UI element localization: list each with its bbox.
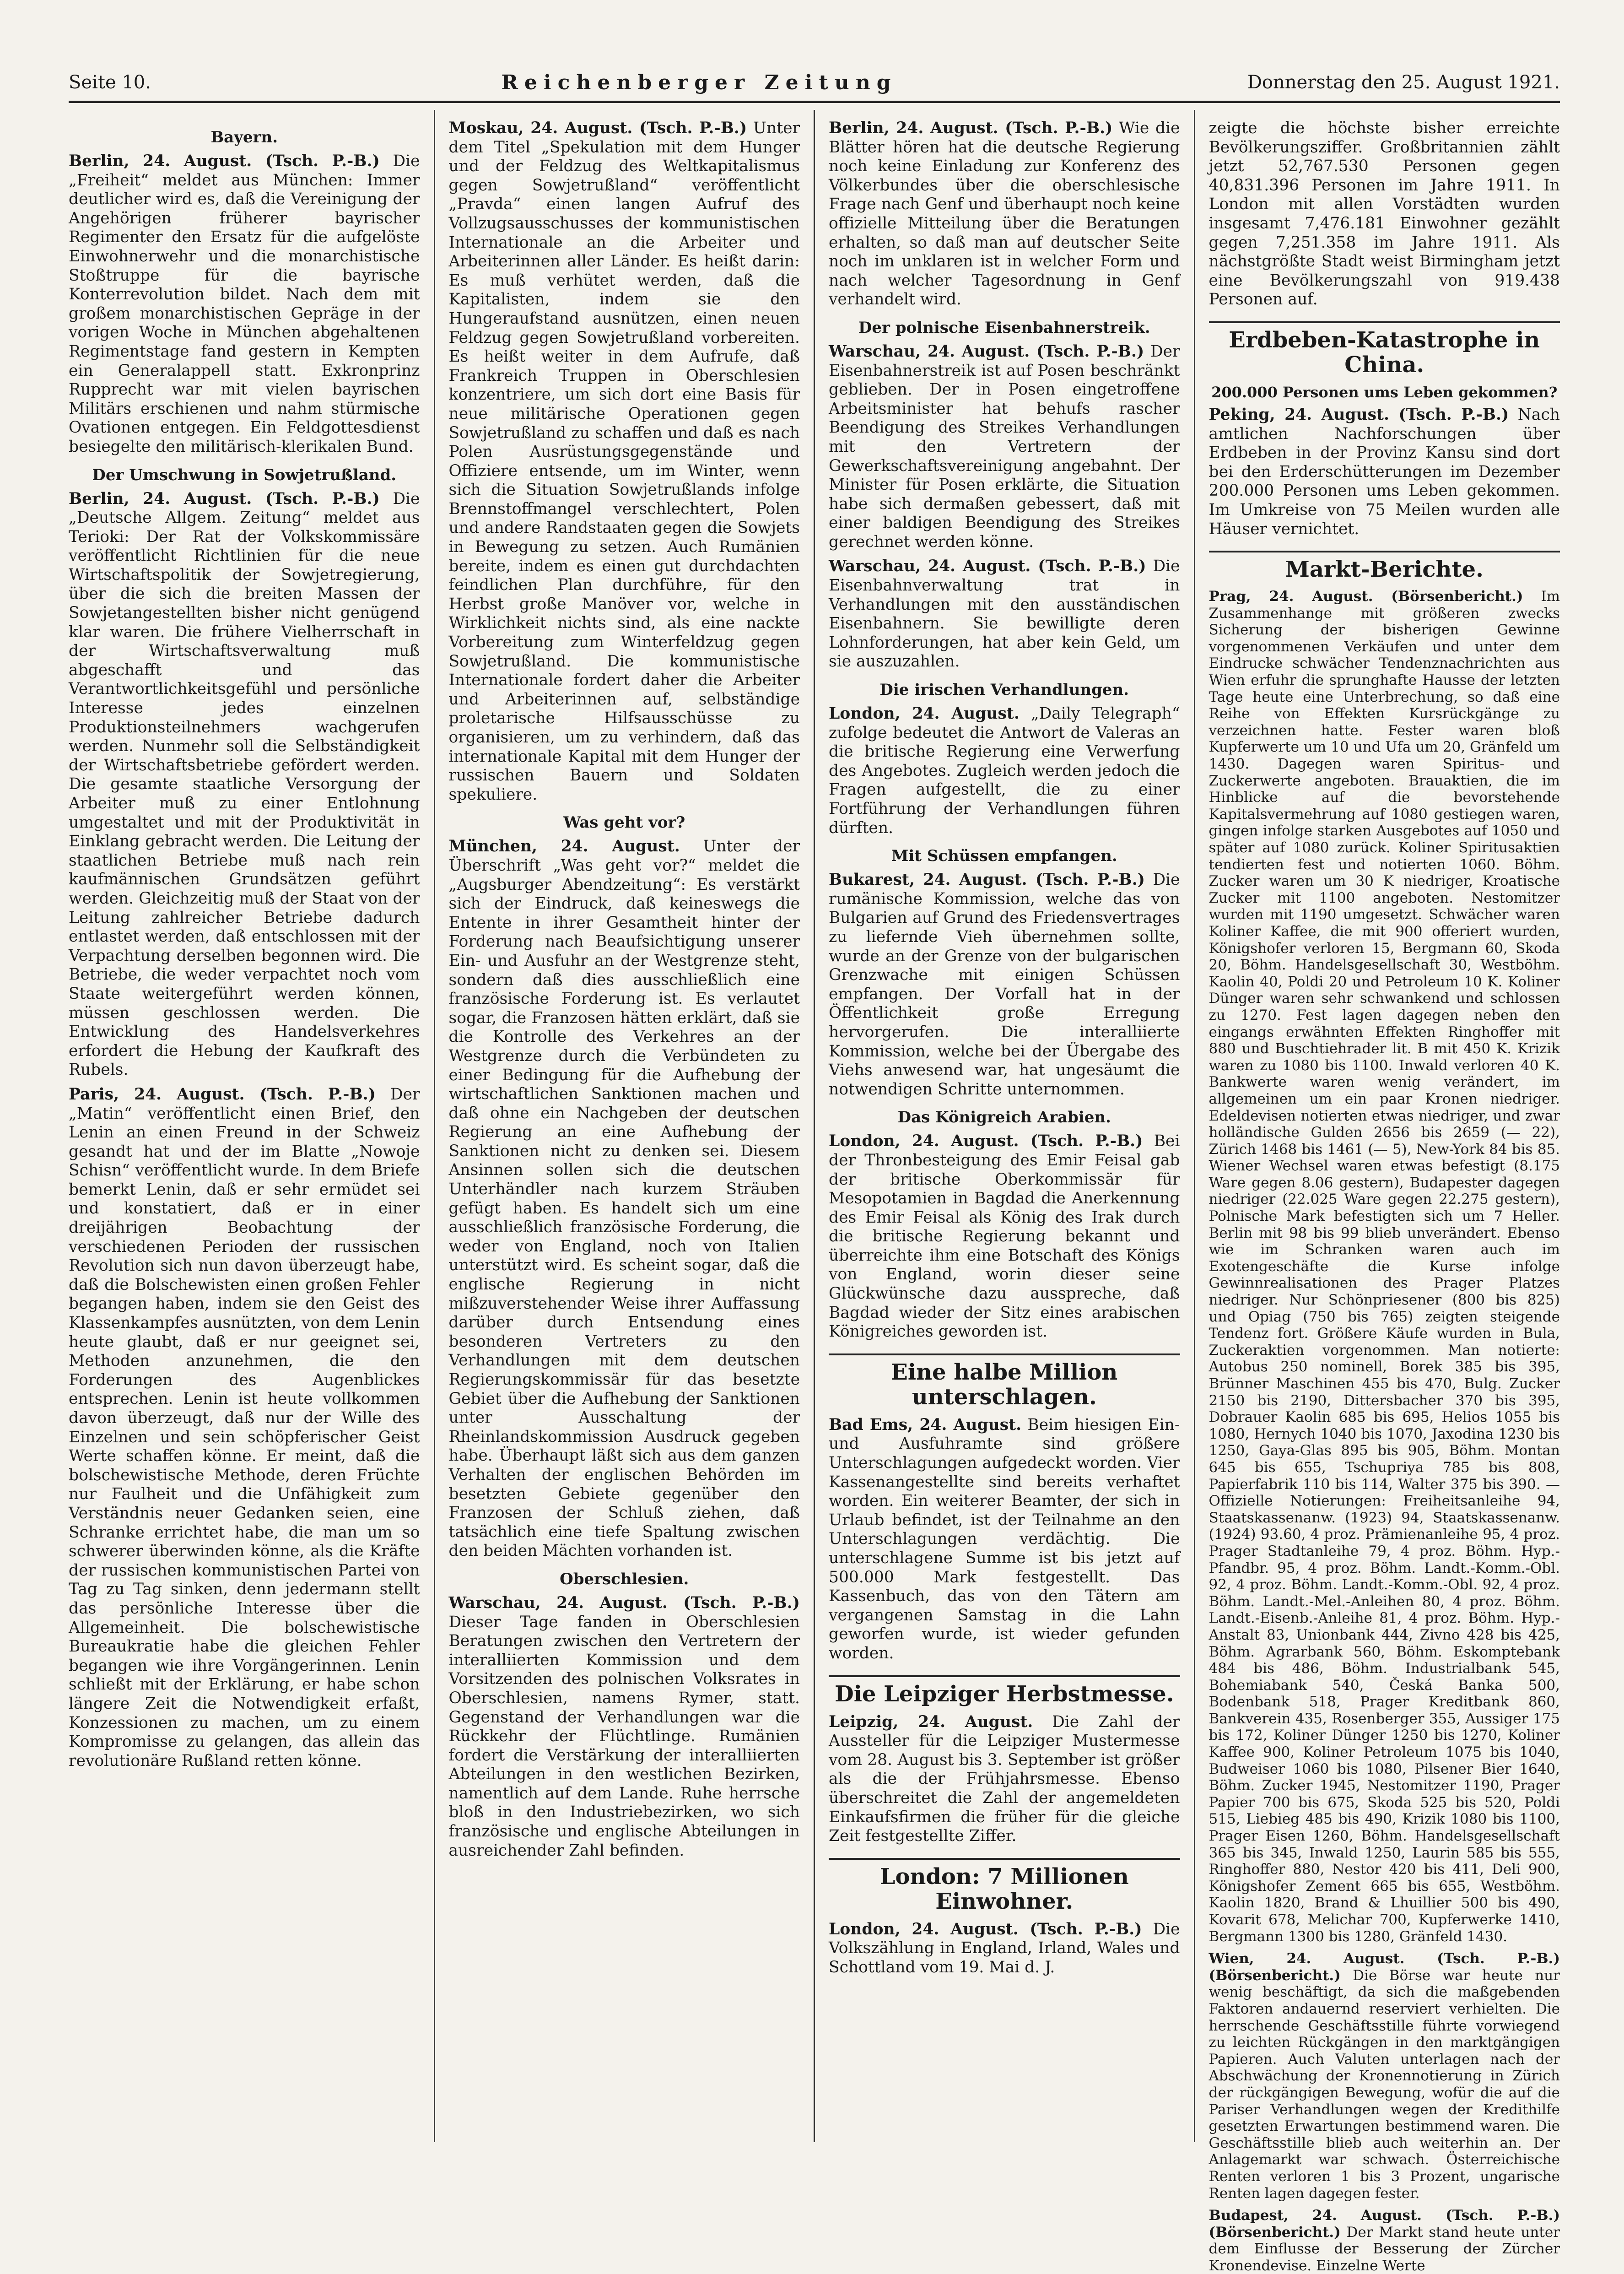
headline-oberschlesien: Oberschlesien. (560, 1570, 689, 1588)
subheadline-erdbeben: 200.000 Personen ums Leben gekommen? (1211, 383, 1558, 401)
column-1 (69, 110, 435, 2142)
headline-erdbeben: Erdbeben-Katastrophe in China. (1209, 321, 1560, 377)
article-body: Die „Freiheit“ meldet aus München: Immer deutlicher wird es, daß die Vereinigung der Angehörigen früherer bayrischer Regimenter den Ersatz für die aufgelöste Einwohnerwehr und die monarchistische Stoßtruppe für die bayrische Konterrevolution bildet. Nach dem mit großem monarchistischen Gepräge in der vorigen Woche in München abgehaltenen Regimentstage fand gestern in Kempten ein Generalappell statt. Exkronprinz Rupprecht war mit vielen bayrischen Militärs erschienen und nahm stürmische Ovationen entgegen. Ein Feldgottesdienst besiegelte den militärisch-klerikalen Bund. (69, 152, 420, 456)
dateline: Peking, 24. August. (Tsch. P.-B.) (1209, 405, 1509, 424)
dateline: Wien, 24. August. (Tsch. P.-B.) (Börsenbericht.) (1209, 1950, 1560, 1984)
article-halbemillion (829, 1416, 1180, 1663)
article-body: Nach amtlichen Nachforschungen über Erdbeben in der Provinz Kansu sind dort bei den Erderschütterungen im Dezember 200.000 Personen ums Leben gekommen. Im Umkreise von 75 Meilen wurden alle Häuser vernichtet. (1209, 405, 1560, 538)
headline-london: London: 7 Millionen Einwohner. (829, 1858, 1180, 1914)
dateline: Bukarest, 24. August. (Tsch. P.-B.) (829, 871, 1145, 889)
headline-umschwung: Der Umschwung in Sowjetrußland. (92, 466, 397, 484)
headline-eisenbahner: Der polnische Eisenbahnerstreik. (858, 318, 1150, 337)
article-eisenbahner-1 (829, 342, 1180, 552)
article-body: Die Eisenbahnverwaltung trat in Verhandlungen mit den ausständischen Eisenbahnern. Sie bewilligte deren Lohnforderungen, hat aber kein Geld, um sie auszuzahlen. (829, 557, 1180, 671)
dateline: London, 24. August. (Tsch. P.-B.) (829, 1920, 1142, 1938)
dateline: Paris, 24. August. (Tsch. P.-B.) (69, 1085, 376, 1104)
dateline: Prag, 24. August. (Börsenbericht.) (1209, 588, 1523, 605)
article-body: Der Markt stand heute unter dem Einflusse der Besserung der Zürcher Kronendevise. Einzelne Werte (1209, 2224, 1560, 2274)
dateline: Bad Ems, 24. August. (829, 1415, 1022, 1434)
article-body: Die rumänische Kommission, welche das von Bulgarien auf Grund des Friedensvertrages zu liefernde Vieh übernehmen sollte, wurde an der Grenze von der bulgarischen Grenzwache mit einigen Schüssen empfangen. Der Vorfall hat in der Öffentlichkeit große Erregung hervorgerufen. Die interalliierte Kommission, welche bei der Übergabe des Viehs anwesend war, hat ungesäumt die notwendigen Schritte unternommen. (829, 871, 1180, 1099)
article-body: Wie die Blätter hören hat die deutsche Regierung noch keine Einladung zur Konferenz des Völkerbundes über die oberschlesische Frage nach Genf und überhaupt noch keine offizielle Mitteilung über die Beratungen erhalten, so daß man auf deutscher Seite noch im unklaren ist in welcher Form und nach welcher Tagesordnung in Genf verhandelt wird. (829, 119, 1180, 309)
dateline: Budapest, 24. August. (Tsch. P.-B.) (Börsenbericht.) (1209, 2207, 1560, 2241)
article-body: Die „Deutsche Allgem. Zeitung“ meldet aus Terioki: Der Rat der Volkskommissäre veröffentlicht Richtlinien für die neue Wirtschaftspolitik der Sowjetregierung, über die sich die breiten Massen der Sowjetangestellten bisher nicht genügend klar waren. Die frühere Vielherrschaft in der Wirtschaftsverwaltung muß abgeschafft und das Verantwortlichkeitsgefühl und persönliche Interesse jedes einzelnen Produktionsteilnehmers wachgerufen werden. Nunmehr soll die Selbständigkeit der Wirtschaftsbetriebe gefördert werden. Die gesamte staatliche Versorgung der Arbeiter muß zu einer Entlohnung umgestaltet und mit der Produktivität in Einklang gebracht werden. Die Leitung der staatlichen Betriebe muß nach rein kaufmännischen Grundsätzen geführt werden. Gleichzeitig muß der Staat von der Leitung zahlreicher Betriebe dadurch entlastet werden, daß entschlossen mit der Verpachtung derselben begonnen wird. Die Betriebe, die weder verpachtet noch vom Staate weitergeführt werden können, müssen geschlossen werden. Die Entwicklung des Handelsverkehres erfordert die Hebung der Kaufkraft des Rubels. (69, 489, 420, 1079)
page-number: Seite 10. (69, 72, 151, 93)
article-body: Bei der Thronbesteigung des Emir Feisal gab der britische Oberkommissär für Mesopotamien in Bagdad die Anerkennung des Emir Feisal als König des Irak durch die britische Regierung bekannt und überreichte ihm eine Botschaft des Königs von England, worin dieser seine Glückwünsche dazu ausspreche, daß Bagdad wieder der Sitz eines arabischen Königreiches geworden ist. (829, 1132, 1180, 1341)
article-umschwung (69, 490, 420, 1080)
dateline: Leipzig, 24. August. (829, 1712, 1033, 1731)
column-2 (435, 110, 815, 2142)
article-messe (829, 1713, 1180, 1846)
article-oberschlesien (449, 1594, 800, 1860)
headline-markt: Markt-Berichte. (1209, 551, 1560, 582)
article-budapest (1209, 2207, 1560, 2274)
dateline: Warschau, 24. August. (Tsch. P.-B.) (829, 557, 1146, 576)
headline-bayern: Bayern. (210, 128, 278, 146)
dateline: Warschau, 24. August. (Tsch. P.-B.) (829, 342, 1144, 361)
column-3 (815, 110, 1195, 2142)
article-bayern (69, 152, 420, 457)
article-arabien (829, 1132, 1180, 1342)
article-body: Die Zahl der Aussteller für die Leipziger Mustermesse vom 28. August bis 3. September ist größer als die der Frühjahrsmesse. Ebenso überschreitet die Zahl der angemeldeten Einkaufsfirmen die früher für die gleiche Zeit festgestellte Ziffer. (829, 1712, 1180, 1846)
article-schuesse (829, 871, 1180, 1099)
article-paris (69, 1085, 420, 1770)
article-irisch (829, 704, 1180, 838)
article-body: „Daily Telegraph“ zufolge bedeutet die Antwort de Valeras an die britische Regierung eine Verwerfung des Angebotes. Zugleich werden jedoch die Fragen aufgestellt, die zu einer Fortführung der Verhandlungen führen dürften. (829, 704, 1180, 837)
headline-halbemillion: Eine halbe Million unterschlagen. (829, 1354, 1180, 1409)
article-london (829, 1920, 1180, 1977)
article-body: Der „Matin“ veröffentlicht einen Brief, den Lenin an einen Freund in der Schweiz gesandt hat und der im Blatte „Nowoje Schisn“ veröffentlicht wurde. In dem Briefe bemerkt Lenin, daß er sehr ermüdet sei und konstatiert, daß er in einer dreijährigen Beobachtung der verschiedenen Perioden der russischen Revolution sich nun davon überzeugt habe, daß die Bolschewisten einen großen Fehler begangen haben, indem sie den Geist des Klassenkampfes ausnützten, von dem Lenin heute glaubt, daß er nur geeignet sei, Methoden anzunehmen, die den Forderungen des Augenblickes entsprechen. Lenin ist heute vollkommen davon überzeugt, daß nur der Wille des Einzelnen und sein schöpferischer Geist Werte schaffen könne. Er meint, daß die bolschewistische Methode, deren Früchte nur Faulheit und die Unfähigkeit zum Verständnis neuer Gedanken seien, eine Schranke errichtet habe, die man um so schwerer überwinden könne, als die Kräfte der russischen kommunistischen Partei von Tag zu Tag sinken, denn jedermann stellt das persönliche Interesse über die Allgemeinheit. Die bolschewistische Bureaukratie habe die gleichen Fehler begangen wie ihre Vorgängerinnen. Lenin schließt mit der Erklärung, er habe schon längere Zeit die Notwendigkeit erfaßt, Konzessionen zu machen, um zu einem Kompromisse zu gelangen, das allein das revolutionäre Rußland retten könne. (69, 1085, 420, 1770)
dateline: Berlin, 24. August. (Tsch. P.-B.) (69, 152, 380, 170)
dateline: London, 24. August. (829, 704, 1020, 723)
dateline: London, 24. August. (Tsch. P.-B.) (829, 1132, 1143, 1151)
headline-irisch: Die irischen Verhandlungen. (879, 681, 1129, 699)
article-body: Dieser Tage fanden in Oberschlesien Beratungen zwischen den Vertretern der interalliierten Kommission und dem Vorsitzenden des polnischen Volksrates in Oberschlesien, namens Rymer, statt. Gegenstand der Verhandlungen war die Rückkehr der Flüchtlinge. Rumänien fordert die Verstärkung der interalliierten Abteilungen in den westlichen Bezirken, namentlich auf dem Lande. Ruhe herrsche bloß in den Industriebezirken, wo sich französische und englische Abteilungen in ausreichender Zahl befinden. (448, 1613, 800, 1860)
article-body: Unter dem Titel „Spekulation mit dem Hunger und der Feldzug des Weltkapitalismus gegen Sowjetrußland“ veröffentlicht „Pravda“ einen langen Aufruf des Vollzugsausschusses der kommunistischen Internationale an die Arbeiter und Arbeiterinnen aller Länder. Es heißt darin: Es muß verhütet werden, daß die Kapitalisten, indem sie den Hungeraufstand ausnützen, einen neuen Feldzug gegen Sowjetrußland vorbereiten. Es heißt weiter in dem Aufrufe, daß Frankreich Truppen in Oberschlesien konzentriere, um sich dort eine Basis für neue militärische Operationen gegen Sowjetrußland zu schaffen und daß es nach Polen Ausrüstungsgegenstände und Offiziere entsende, um im Winter, wenn sich die Situation Sowjetrußlands infolge Brennstoffmangel verschlechtert, Polen und andere Randstaaten gegen die Sowjets in Bewegung zu setzen. Auch Rumänien bereite, indem es einen gut durchdachten feindlichen Plan durchführe, für den Herbst große Manöver vor, welche in Wirklichkeit nichts sind, als eine nackte Vorbereitung zum Winterfeldzug gegen Sowjetrußland. Die kommunistische Internationale fordert daher die Arbeiter und Arbeiterinnen auf, selbständige proletarische Hilfsausschüsse zu organisieren, um zu verhindern, daß das internationale Kapital mit dem Hunger der russischen Bauern und Soldaten spekuliere. (448, 119, 800, 804)
dateline: Berlin, 24. August. (Tsch. P.-B.) (69, 489, 380, 508)
article-body: Im Zusammenhange mit größeren zwecks Sicherung der bisherigen Gewinne vorgenommenen Verkäufen und unter dem Eindrucke schwächer Tendenznachrichten aus Wien erfuhr die sprunghafte Hausse der letzten Tage heute eine Unterbrechung, so daß eine Reihe von Effekten Kursrückgänge zu verzeichnen hatte. Fester waren bloß Kupferwerte um 10 und Ufa um 20, Gränfeld um 1430. Dagegen waren Spiritus- und Zuckerwerte angeboten. Brauaktien, die im Hinblicke auf die bevorstehende Kapitalsvermehrung auf 1080 gestiegen waren, gingen infolge starken Ausgebotes auf 1050 und später auf 1080 zurück. Koliner Spiritusaktien tendierten fest und notierten 1060. Böhm. Zucker waren um 30 K niedriger, Kroatische Zucker mit 1100 angeboten. Nestomitzer wurden mit 1190 umgesetzt. Schwächer waren Koliner Kaffee, die mit 900 offeriert wurden, Königshofer verloren 15, Bergmann 60, Skoda 20, Böhm. Handelsgesellschaft 30, Westböhm. Kaolin 40, Poldi 20 und Petroleum 10 K. Koliner Dünger waren sehr schwankend und schlossen zu 1270. Fest lagen dagegen neben den eingangs erwähnten Effekten Ringhoffer mit 880 und Buschtiehrader lit. B mit 450 K. Krizik waren zu 1080 bis 1100. Inwald verloren 40 K. Bankwerte waren wenig verändert, im allgemeinen um ein paar Kronen niedriger. Edeldevisen notierten etwas niedriger, und zwar holländische Gulden 2656 bis 2659 (— 22), Zürich 1468 bis 1461 (— 5), New-York 84 bis 85. Wiener Wechsel waren etwas befestigt (8.175 Ware gegen 8.06 gestern), Budapester dagegen niedriger (22.025 Ware gegen 22.275 gestern), Polnische Mark befestigten sich um 7 Heller. Berlin mit 98 bis 99 blieb unverändert. Ebenso wie im Schranken waren auch im Exotengeschäfte die Kurse infolge Gewinnrealisationen des Prager Platzes niedriger. Nur Schönpriesener (800 bis 825) und Opiag (750 bis 765) zeigten steigende Tendenz fort. Größere Käufe wurden in Bula, Zuckeraktien vorgenommen. Man notierte: Autobus 250 nominell, Borek 385 bis 395, Brünner Maschinen 455 bis 470, Bulg. Zucker 2150 bis 2190, Dittersbacher 370 bis 395, Dobrauer Kaolin 685 bis 695, Helios 1055 bis 1080, Hernych 1040 bis 1070, Jaxodina 1230 bis 1250, Gaya-Glas 895 bis 905, Böhm. Montan 645 bis 655, Tschupriya 785 bis 808, Papierfabrik 110 bis 114, Walter 375 bis 390. — Offizielle Notierungen: Freiheitsanleihe 94, Staatskassenanw. (1923) 94, Staatskassenanw. (1924) 93.60, 4 proz. Prämienanleihe 95, 4 proz. Prager Stadtanleihe 79, 4 proz. Böhm. Hyp.-Pfandbr. 95, 4 proz. Böhm. Landt.-Komm.-Obl. 92, 4 proz. Böhm. Landt.-Komm.-Obl. 92, 4 proz. Böhm. Landt.-Mel.-Anleihen 80, 4 proz. Böhm. Landt.-Eisenb.-Anleihe 81, 4 proz. Böhm. Hyp.-Anstalt 83, Unionbank 444, Zivno 428 bis 425, Böhm. Agrarbank 560, Böhm. Eskomptebank 484 bis 486, Böhm. Industrialbank 545, Bohemiabank 540, Česká Banka 500, Bodenbank 518, Prager Kreditbank 860, Bankverein 435, Rosenberger 355, Aussiger 175 bis 172, Koliner Dünger 1250 bis 1270, Koliner Kaffee 900, Koliner Petroleum 1075 bis 1040, Budweiser 1060 bis 1080, Pilsener Bier 1640, Böhm. Zucker 1945, Nestomitzer 1190, Prager Papier 700 bis 675, Skoda 525 bis 520, Poldi 515, Liebieg 485 bis 490, Krizik 1080 bis 1100, Prager Eisen 1260, Böhm. Handelsgesellschaft 365 bis 345, Inwald 1250, Laurin 585 bis 555, Ringhoffer 880, Nestor 420 bis 411, Deli 900, Königshofer Zement 665 bis 655, Westböhm. Kaolin 1820, Brand & Lhuillier 500 bis 490, Kovarit 678, Melichar 700, Kupferwerke 1410, Bergmann 1300 bis 1280, Gränfeld 1430. (1209, 588, 1560, 1945)
dateline: Berlin, 24. August. (Tsch. P.-B.) (829, 119, 1113, 137)
headline-messe: Die Leipziger Herbstmesse. (829, 1675, 1180, 1706)
article-prag (1209, 588, 1560, 1945)
article-wien (1209, 1950, 1560, 2202)
article-moskau (449, 119, 800, 804)
article-eisenbahner-2 (829, 557, 1180, 671)
article-body: Beim hiesigen Ein- und Ausfuhramte sind größere Unterschlagungen aufgedeckt worden. Vier Kassenangestellte sind bereits verhaftet worden. Ein weiterer Beamter, der sich in Urlaub befindet, ist der Teilnahme an den Unterschlagungen verdächtig. Die unterschlagene Summe ist bis jetzt auf 500.000 Mark festgestellt. Das Kassenbuch, das von den Tätern am vergangenen Samstag in die Lahn geworfen wurde, ist wieder gefunden worden. (829, 1415, 1180, 1662)
headline-arabien: Das Königreich Arabien. (897, 1108, 1111, 1127)
column-4 (1195, 110, 1560, 2274)
article-erdbeben (1209, 406, 1560, 539)
article-body: Unter der Überschrift „Was geht vor?“ meldet die „Augsburger Abendzeitung“: Es verstärkt sich der Eindruck, daß keineswegs die Entente in ihrer Gesamtheit hinter der Forderung nach Beaufsichtigung unserer Ein- und Ausfuhr an der Westgrenze steht, sondern daß dies ausschließlich eine französische Forderung ist. Es verlautet sogar, die Franzosen hätten erklärt, daß sie die Kontrolle des Verkehres an der Westgrenze durch die Verbündeten zu einer Bedingung für die Aufhebung der wirtschaftlichen Sanktionen machen und daß ohne ein Nachgeben der deutschen Regierung an eine Aufhebung der Sanktionen nicht zu denken sei. Diesem Ansinnen sollen sich die deutschen Unterhändler nach kurzem Sträuben gefügt haben. Es handelt sich um eine ausschließlich französische Forderung, die weder von England, noch von Italien unterstützt wird. Es scheint sogar, daß die englische Regierung in nicht mißzuverstehender Weise ihrer Auffassung darüber durch Entsendung eines besonderen Vertreters zu den Verhandlungen mit dem deutschen Regierungskommissär für das besetzte Gebiet über die Aufhebung der Sanktionen unter Ausschaltung der Rheinlandskommission Ausdruck gegeben habe. Überhaupt läßt sich aus dem ganzen Verhalten der englischen Behörden im besetzten Gebiete gegenüber den Franzosen der Schluß ziehen, daß tatsächlich eine tiefe Spaltung zwischen den beiden Mächten vorhanden ist. (448, 837, 800, 1560)
article-body: Die Volkszählung in England, Irland, Wales und Schottland vom 19. Mai d. J. (829, 1920, 1180, 1976)
issue-date: Donnerstag den 25. August 1921. (1247, 72, 1560, 93)
headline-schuesse: Mit Schüssen empfangen. (891, 847, 1117, 866)
header-rule (69, 101, 1560, 103)
article-genf (829, 119, 1180, 309)
article-body: Die Börse war heute nur wenig beschäftigt, da sich die maßgebenden Faktoren andauernd reserviert verhielten. Die herrschende Geschäftsstille führte vorwiegend zu leichten Rückgängen in den marktgängigen Papieren. Auch Valuten unterlagen nach der Abschwächung der Kronennotierung in Zürich der rückgängigen Bewegung, wofür die auf die Pariser Verhandlungen wegen der Kredithilfe gesetzten Erwartungen bestimmend waren. Die Geschäftsstille blieb auch weiterhin an. Der Anlagemarkt war schwach. Österreichische Renten verloren 1 bis 3 Prozent, ungarische Renten lagen dagegen fester. (1209, 1967, 1560, 2202)
masthead: Reichenberger Zeitung (501, 70, 897, 94)
page-header (69, 69, 1560, 96)
article-wasgeht (449, 837, 800, 1561)
headline-wasgeht: Was geht vor? (563, 813, 685, 832)
article-london-cont: zeigte die höchste bisher erreichte Bevölkerungsziffer. Großbritannien zählt jetzt 52,767.530 Personen gegen 40,831.396 Personen im Jahre 1911. In London mit allen Vorstädten wurden insgesamt 7,476.181 Einwohner gezählt gegen 7,251.358 im Jahre 1911. Als nächstgrößte Stadt weist Birmingham jetzt eine Bevölkerungszahl von 919.438 Personen auf. (1209, 119, 1560, 309)
dateline: Warschau, 24. August. (Tsch. P.-B.) (448, 1593, 800, 1612)
dateline: Moskau, 24. August. (Tsch. P.-B.) (448, 119, 747, 137)
dateline: München, 24. August. (448, 837, 680, 856)
columns (69, 110, 1560, 2274)
article-body: Der Eisenbahnerstreik ist auf Posen beschränkt geblieben. Der in Posen eingetroffene Arbeitsminister hat behufs rascher Beendigung des Streikes Verhandlungen mit den Vertretern der Gewerkschaftsvereinigung angebahnt. Der Minister für Posen erklärte, die Situation habe sich dermaßen gebessert, daß mit einer baldigen Beendigung des Streikes gerechnet werden könne. (829, 342, 1180, 551)
